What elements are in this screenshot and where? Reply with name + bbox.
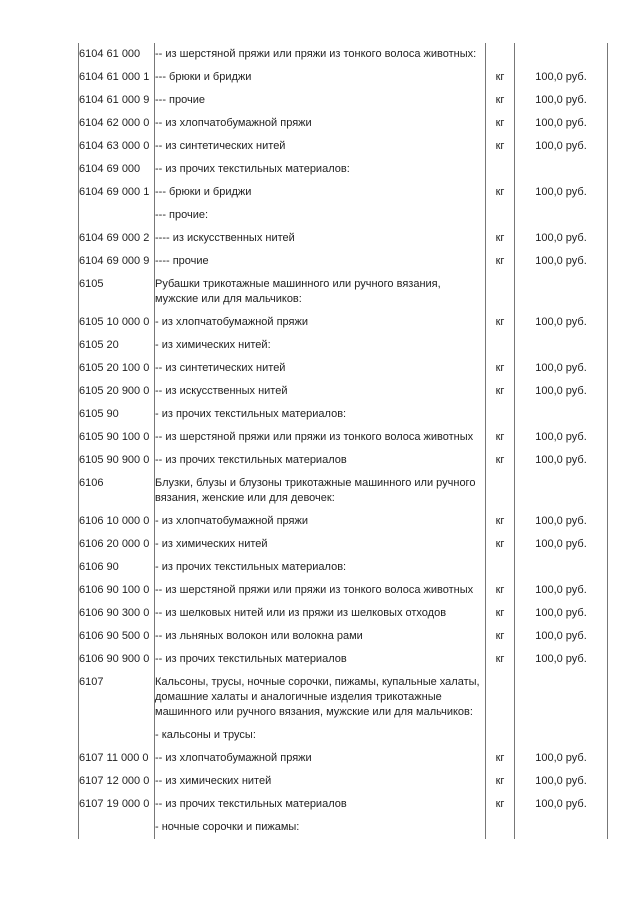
cell-unit xyxy=(486,720,515,743)
cell-description: ---- из искусственных нитей xyxy=(155,223,486,246)
cell-rate xyxy=(515,552,608,575)
table-row xyxy=(79,422,608,445)
cell-rate xyxy=(515,667,608,720)
cell-rate: 100,0 руб. xyxy=(515,376,608,399)
cell-description: - из хлопчатобумажной пряжи xyxy=(155,307,486,330)
table-row xyxy=(79,529,608,552)
cell-unit: кг xyxy=(486,743,515,766)
cell-rate: 100,0 руб. xyxy=(515,598,608,621)
cell-code: 6105 20 900 0 xyxy=(79,376,155,399)
table-row xyxy=(79,468,608,506)
cell-unit: кг xyxy=(486,223,515,246)
cell-rate: 100,0 руб. xyxy=(515,529,608,552)
cell-description: -- из льняных волокон или волокна рами xyxy=(155,621,486,644)
table-row xyxy=(79,62,608,85)
cell-unit xyxy=(486,330,515,353)
cell-rate xyxy=(515,330,608,353)
cell-rate: 100,0 руб. xyxy=(515,789,608,812)
cell-description: - из хлопчатобумажной пряжи xyxy=(155,506,486,529)
cell-rate: 100,0 руб. xyxy=(515,223,608,246)
cell-unit xyxy=(486,269,515,307)
cell-unit: кг xyxy=(486,789,515,812)
cell-rate xyxy=(515,154,608,177)
cell-unit: кг xyxy=(486,598,515,621)
cell-code: 6104 69 000 9 xyxy=(79,246,155,269)
cell-description: -- из шерстяной пряжи или пряжи из тонкого волоса животных xyxy=(155,575,486,598)
cell-unit: кг xyxy=(486,529,515,552)
table-row xyxy=(79,246,608,269)
cell-description: - кальсоны и трусы: xyxy=(155,720,486,743)
cell-rate: 100,0 руб. xyxy=(515,246,608,269)
table-row xyxy=(79,621,608,644)
cell-code: 6106 xyxy=(79,468,155,506)
cell-unit: кг xyxy=(486,506,515,529)
cell-unit: кг xyxy=(486,246,515,269)
cell-description: --- прочие xyxy=(155,85,486,108)
cell-rate: 100,0 руб. xyxy=(515,177,608,200)
tariff-table-body xyxy=(79,43,608,839)
cell-unit: кг xyxy=(486,644,515,667)
cell-code xyxy=(79,812,155,839)
cell-rate xyxy=(515,269,608,307)
cell-rate xyxy=(515,468,608,506)
cell-code: 6106 20 000 0 xyxy=(79,529,155,552)
cell-code xyxy=(79,200,155,223)
table-row xyxy=(79,812,608,839)
table-row xyxy=(79,223,608,246)
table-row xyxy=(79,85,608,108)
cell-rate xyxy=(515,720,608,743)
cell-unit: кг xyxy=(486,766,515,789)
cell-code: 6105 90 900 0 xyxy=(79,445,155,468)
cell-description: Рубашки трикотажные машинного или ручного вязания, мужские или для мальчиков: xyxy=(155,269,486,307)
table-row xyxy=(79,269,608,307)
table-row xyxy=(79,598,608,621)
table-row xyxy=(79,353,608,376)
cell-description: -- из хлопчатобумажной пряжи xyxy=(155,743,486,766)
cell-unit: кг xyxy=(486,62,515,85)
cell-rate: 100,0 руб. xyxy=(515,353,608,376)
cell-description: -- из прочих текстильных материалов: xyxy=(155,154,486,177)
cell-rate: 100,0 руб. xyxy=(515,743,608,766)
cell-description: - из химических нитей: xyxy=(155,330,486,353)
cell-description: -- из синтетических нитей xyxy=(155,131,486,154)
cell-rate: 100,0 руб. xyxy=(515,644,608,667)
cell-code: 6107 11 000 0 xyxy=(79,743,155,766)
cell-rate: 100,0 руб. xyxy=(515,62,608,85)
cell-description: -- из синтетических нитей xyxy=(155,353,486,376)
cell-unit: кг xyxy=(486,376,515,399)
cell-code: 6107 19 000 0 xyxy=(79,789,155,812)
cell-rate: 100,0 руб. xyxy=(515,506,608,529)
cell-unit xyxy=(486,43,515,62)
cell-unit xyxy=(486,812,515,839)
cell-code: 6107 12 000 0 xyxy=(79,766,155,789)
table-row xyxy=(79,644,608,667)
cell-code: 6104 61 000 9 xyxy=(79,85,155,108)
cell-rate xyxy=(515,43,608,62)
cell-code: 6104 69 000 xyxy=(79,154,155,177)
cell-code: 6105 xyxy=(79,269,155,307)
cell-unit: кг xyxy=(486,108,515,131)
cell-description: -- из химических нитей xyxy=(155,766,486,789)
cell-description: - из прочих текстильных материалов: xyxy=(155,399,486,422)
cell-rate xyxy=(515,812,608,839)
cell-description: - из прочих текстильных материалов: xyxy=(155,552,486,575)
cell-unit xyxy=(486,399,515,422)
cell-code: 6106 90 100 0 xyxy=(79,575,155,598)
cell-code: 6105 90 xyxy=(79,399,155,422)
table-row xyxy=(79,743,608,766)
table-row xyxy=(79,307,608,330)
cell-code: 6104 61 000 1 xyxy=(79,62,155,85)
table-row xyxy=(79,667,608,720)
cell-unit xyxy=(486,154,515,177)
cell-unit: кг xyxy=(486,307,515,330)
cell-description: -- из шелковых нитей или из пряжи из шелковых отходов xyxy=(155,598,486,621)
cell-unit: кг xyxy=(486,422,515,445)
cell-code: 6106 90 500 0 xyxy=(79,621,155,644)
cell-code: 6105 20 xyxy=(79,330,155,353)
cell-rate: 100,0 руб. xyxy=(515,445,608,468)
cell-code: 6104 63 000 0 xyxy=(79,131,155,154)
cell-description: --- брюки и бриджи xyxy=(155,177,486,200)
table-row xyxy=(79,43,608,62)
table-row xyxy=(79,177,608,200)
table-row xyxy=(79,720,608,743)
cell-description: -- из шерстяной пряжи или пряжи из тонкого волоса животных xyxy=(155,422,486,445)
cell-description: -- из прочих текстильных материалов xyxy=(155,445,486,468)
cell-rate: 100,0 руб. xyxy=(515,85,608,108)
cell-unit xyxy=(486,200,515,223)
cell-unit: кг xyxy=(486,445,515,468)
cell-description: -- из искусственных нитей xyxy=(155,376,486,399)
cell-description: Кальсоны, трусы, ночные сорочки, пижамы, купальные халаты, домашние халаты и аналогичные изделия трикотажные машинного или ручного вязания, мужские или для мальчиков: xyxy=(155,667,486,720)
cell-unit: кг xyxy=(486,85,515,108)
cell-code: 6105 90 100 0 xyxy=(79,422,155,445)
table-row xyxy=(79,200,608,223)
cell-code: 6104 69 000 1 xyxy=(79,177,155,200)
cell-code: 6104 61 000 xyxy=(79,43,155,62)
cell-description: Блузки, блузы и блузоны трикотажные машинного или ручного вязания, женские или для девочек: xyxy=(155,468,486,506)
cell-rate: 100,0 руб. xyxy=(515,621,608,644)
cell-rate: 100,0 руб. xyxy=(515,422,608,445)
cell-code: 6107 xyxy=(79,667,155,720)
table-row xyxy=(79,552,608,575)
cell-unit xyxy=(486,667,515,720)
cell-code: 6105 10 000 0 xyxy=(79,307,155,330)
cell-rate: 100,0 руб. xyxy=(515,766,608,789)
table-row xyxy=(79,399,608,422)
cell-code: 6104 69 000 2 xyxy=(79,223,155,246)
cell-rate: 100,0 руб. xyxy=(515,575,608,598)
cell-code: 6106 10 000 0 xyxy=(79,506,155,529)
cell-code: 6106 90 300 0 xyxy=(79,598,155,621)
cell-description: -- из хлопчатобумажной пряжи xyxy=(155,108,486,131)
table-row xyxy=(79,376,608,399)
cell-rate: 100,0 руб. xyxy=(515,307,608,330)
cell-description: ---- прочие xyxy=(155,246,486,269)
cell-unit xyxy=(486,468,515,506)
table-row xyxy=(79,506,608,529)
cell-unit: кг xyxy=(486,177,515,200)
cell-code: 6105 20 100 0 xyxy=(79,353,155,376)
table-row xyxy=(79,154,608,177)
cell-rate: 100,0 руб. xyxy=(515,131,608,154)
cell-unit: кг xyxy=(486,575,515,598)
cell-code xyxy=(79,720,155,743)
cell-unit: кг xyxy=(486,131,515,154)
cell-description: -- из прочих текстильных материалов xyxy=(155,789,486,812)
table-row xyxy=(79,108,608,131)
cell-description: -- из прочих текстильных материалов xyxy=(155,644,486,667)
cell-unit: кг xyxy=(486,621,515,644)
cell-description: -- из шерстяной пряжи или пряжи из тонкого волоса животных: xyxy=(155,43,486,62)
cell-rate xyxy=(515,399,608,422)
cell-code: 6104 62 000 0 xyxy=(79,108,155,131)
cell-unit xyxy=(486,552,515,575)
table-row xyxy=(79,766,608,789)
tariff-table xyxy=(78,43,608,839)
cell-rate: 100,0 руб. xyxy=(515,108,608,131)
table-row xyxy=(79,445,608,468)
cell-description: --- брюки и бриджи xyxy=(155,62,486,85)
cell-description: --- прочие: xyxy=(155,200,486,223)
table-row xyxy=(79,131,608,154)
cell-rate xyxy=(515,200,608,223)
table-row xyxy=(79,575,608,598)
cell-description: - из химических нитей xyxy=(155,529,486,552)
cell-unit: кг xyxy=(486,353,515,376)
cell-description: - ночные сорочки и пижамы: xyxy=(155,812,486,839)
cell-code: 6106 90 900 0 xyxy=(79,644,155,667)
table-row xyxy=(79,330,608,353)
cell-code: 6106 90 xyxy=(79,552,155,575)
table-row xyxy=(79,789,608,812)
